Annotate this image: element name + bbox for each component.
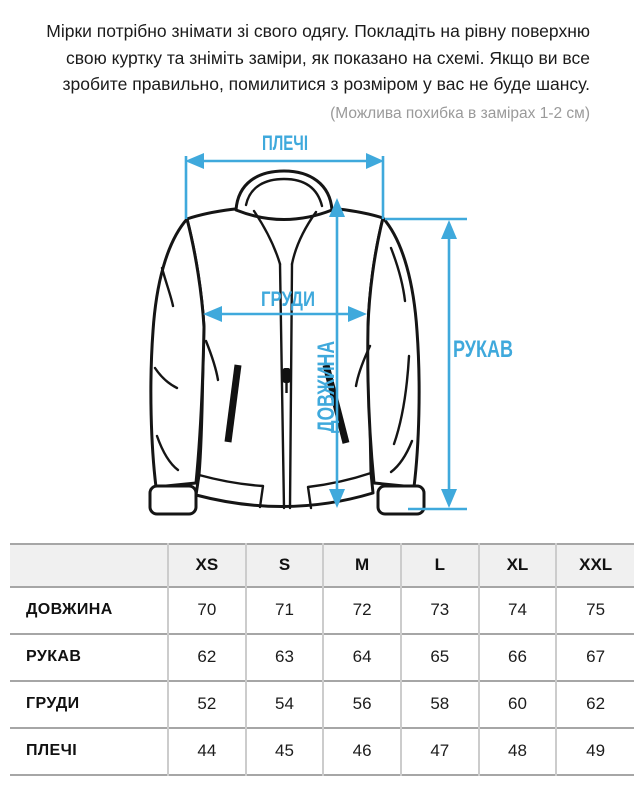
size-value: 70: [168, 587, 246, 634]
size-value: 66: [479, 634, 557, 681]
size-value: 47: [401, 728, 479, 775]
size-value: 44: [168, 728, 246, 775]
size-col-header: XS: [168, 544, 246, 587]
size-value: 73: [401, 587, 479, 634]
size-value: 63: [246, 634, 324, 681]
row-label: РУКАВ: [26, 648, 82, 665]
instruction-line: зробите правильно, помилитися з розміром у вас не буде шансу.: [62, 74, 590, 94]
jacket-outline: [150, 171, 424, 514]
table-row-chest: [10, 681, 634, 728]
size-value: 72: [323, 587, 401, 634]
size-value: 74: [479, 587, 557, 634]
size-col-header: L: [401, 544, 479, 587]
size-value: 45: [246, 728, 324, 775]
table-row-sleeve: [10, 634, 634, 681]
table-row-shoulders: [10, 728, 634, 775]
row-label: ДОВЖИНА: [26, 601, 113, 618]
jacket-right-sleeve: [368, 218, 419, 487]
row-label: ПЛЕЧІ: [26, 742, 78, 759]
jacket-diagram-svg: [0, 126, 644, 543]
jacket-left-sleeve: [151, 219, 204, 487]
size-value: 48: [479, 728, 557, 775]
size-value: 75: [556, 587, 634, 634]
size-value: 58: [401, 681, 479, 728]
row-label: ГРУДИ: [26, 695, 80, 712]
size-col-header: XXL: [556, 544, 634, 587]
size-table-corner-cell: [10, 544, 168, 587]
sleeve-label: РУКАВ: [453, 335, 513, 363]
jacket-measurement-diagram: [0, 126, 644, 543]
shoulders-label: ПЛЕЧІ: [262, 131, 308, 155]
size-value: 71: [246, 587, 324, 634]
size-value: 62: [556, 681, 634, 728]
length-label: ДОВЖИНА: [313, 306, 340, 433]
size-table: [10, 543, 634, 776]
size-value: 49: [556, 728, 634, 775]
table-row-length: [10, 587, 634, 634]
size-col-header: M: [323, 544, 401, 587]
size-col-header: S: [246, 544, 324, 587]
size-value: 67: [556, 634, 634, 681]
size-value: 54: [246, 681, 324, 728]
size-col-header: XL: [479, 544, 557, 587]
size-value: 62: [168, 634, 246, 681]
instruction-line: свою куртку та зніміть заміри, як показано на схемі. Якщо ви все: [66, 47, 590, 68]
measure-instructions: [40, 18, 590, 98]
size-value: 60: [479, 681, 557, 728]
size-value: 56: [323, 681, 401, 728]
size-table-header-row: [10, 544, 634, 587]
size-value: 65: [401, 634, 479, 681]
instruction-line: Мірки потрібно знімати зі свого одягу. Покладіть на рівну поверхню: [46, 21, 590, 41]
size-value: 46: [323, 728, 401, 775]
chest-label: ГРУДИ: [261, 287, 315, 311]
left-cuff: [150, 486, 196, 514]
zipper-pull: [283, 368, 291, 383]
tolerance-note: (Можлива похибка в замірах 1-2 см): [330, 104, 590, 122]
size-value: 52: [168, 681, 246, 728]
jacket-body: [187, 206, 383, 506]
size-value: 64: [323, 634, 401, 681]
